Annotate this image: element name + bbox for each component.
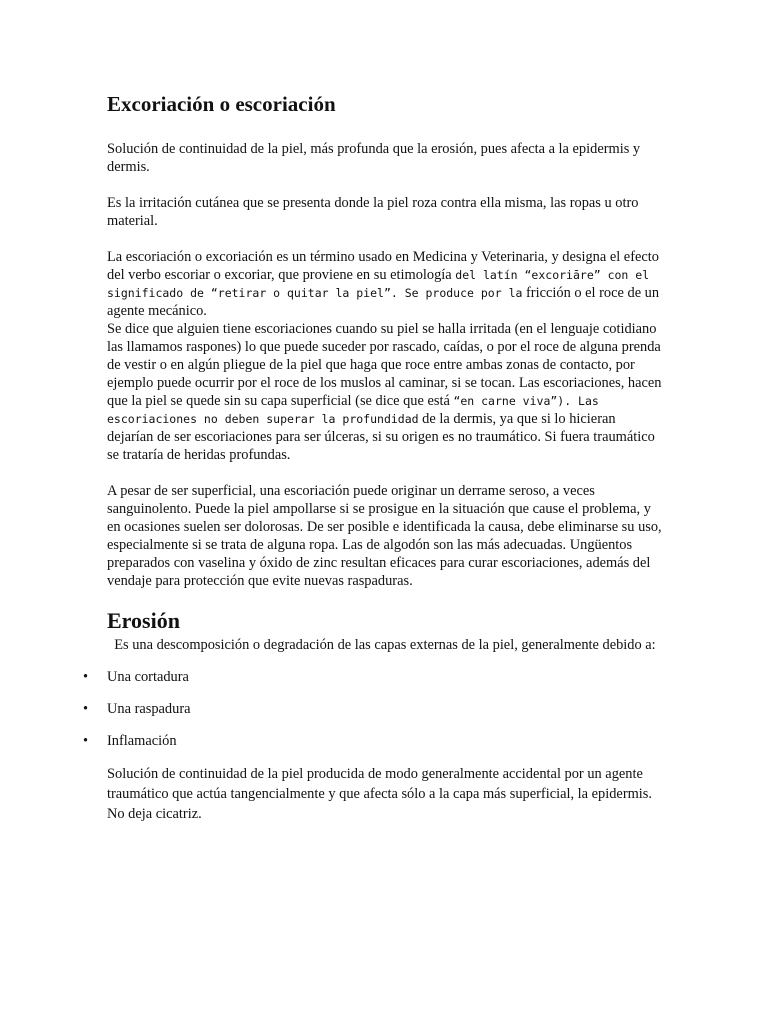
paragraph-definition: Solución de continuidad de la piel, más profunda que la erosión, pues afecta a la epidermis y dermis. [107,141,641,175]
list-item [83,732,663,750]
etymology-text-start: La escoriación o excoriación es un término usado en Medicina y Veterinaria, y designa el efecto del verbo escoriar o excoriar, que proviene en su etimología [107,249,659,283]
list-item [83,700,663,718]
list-item-label: Una cortadura [107,669,189,685]
document-page [83,90,663,842]
bullet-icon: • [83,669,89,685]
page-title: Excoriación o escoriación [107,92,336,116]
description-text-end: de la dermis, ya que si lo hicieran dejarían de ser escoriaciones para ser úlceras, si su origen es no traumático. Si fuera traumático se trataría de heridas profundas. [107,411,655,463]
description-quoted-text: “en carne viva”). Las escoriaciones no deben superar la profundidad [107,394,599,426]
paragraph-erosion-definition: Solución de continuidad de la piel producida de modo generalmente accidental por un agente traumático que actúa tangencialmente y que afecta sólo a la capa más superficial, la epidermis. No deja cicatriz. [107,766,652,822]
list-item-label: Inflamación [107,733,177,749]
description-text-start: Se dice que alguien tiene escoriaciones cuando su piel se halla irritada (en el lenguaje cotidiano las llamamos raspones) lo que puede suceder por rascado, caídas, o por el roce de alguna prenda de vestir o en algún pliegue de la piel que haga que roce entre ambas zonas de contacto, por ejemplo puede ocurrir por el roce de los muslos al caminar, si se tocan. Las escoriaciones, hacen que la piel se quede sin su capa superficial (se dice que está [107,321,662,409]
bullet-icon: • [83,733,89,749]
paragraph-description [107,320,663,464]
list-item [83,668,663,686]
cause-list [83,668,663,750]
bullet-icon: • [83,701,89,717]
list-item-label: Una raspadura [107,701,191,717]
etymology-latin-text: del latín “excoriāre” con el significado de “retirar o quitar la piel”. Se produce por la [107,268,650,300]
etymology-text-end: fricción o el roce de un agente mecánico. [107,285,660,319]
paragraph-irritation: Es la irritación cutánea que se presenta donde la piel roza contra ella misma, las ropas u otro material. [107,195,639,229]
section-title-erosion: Erosión [107,608,180,633]
erosion-intro-text: Es una descomposición o degradación de las capas externas de la piel, generalmente debido a: [114,637,656,653]
paragraph-treatment: A pesar de ser superficial, una escoriación puede originar un derrame seroso, a veces sanguinolento. Puede la piel ampollarse si se prosigue en la situación que cause el problema, y en ocasiones suelen ser dolorosas. De ser posible e identificada la causa, debe eliminarse su uso, especialmente si se trata de alguna ropa. Las de algodón son las más adecuadas. Ungüentos preparados con vaselina y óxido de zinc resultan eficaces para curar escoriaciones, además del vendaje para protección que evite nuevas raspaduras. [107,483,662,589]
paragraph-etymology [107,248,663,320]
erosion-intro [107,636,663,654]
